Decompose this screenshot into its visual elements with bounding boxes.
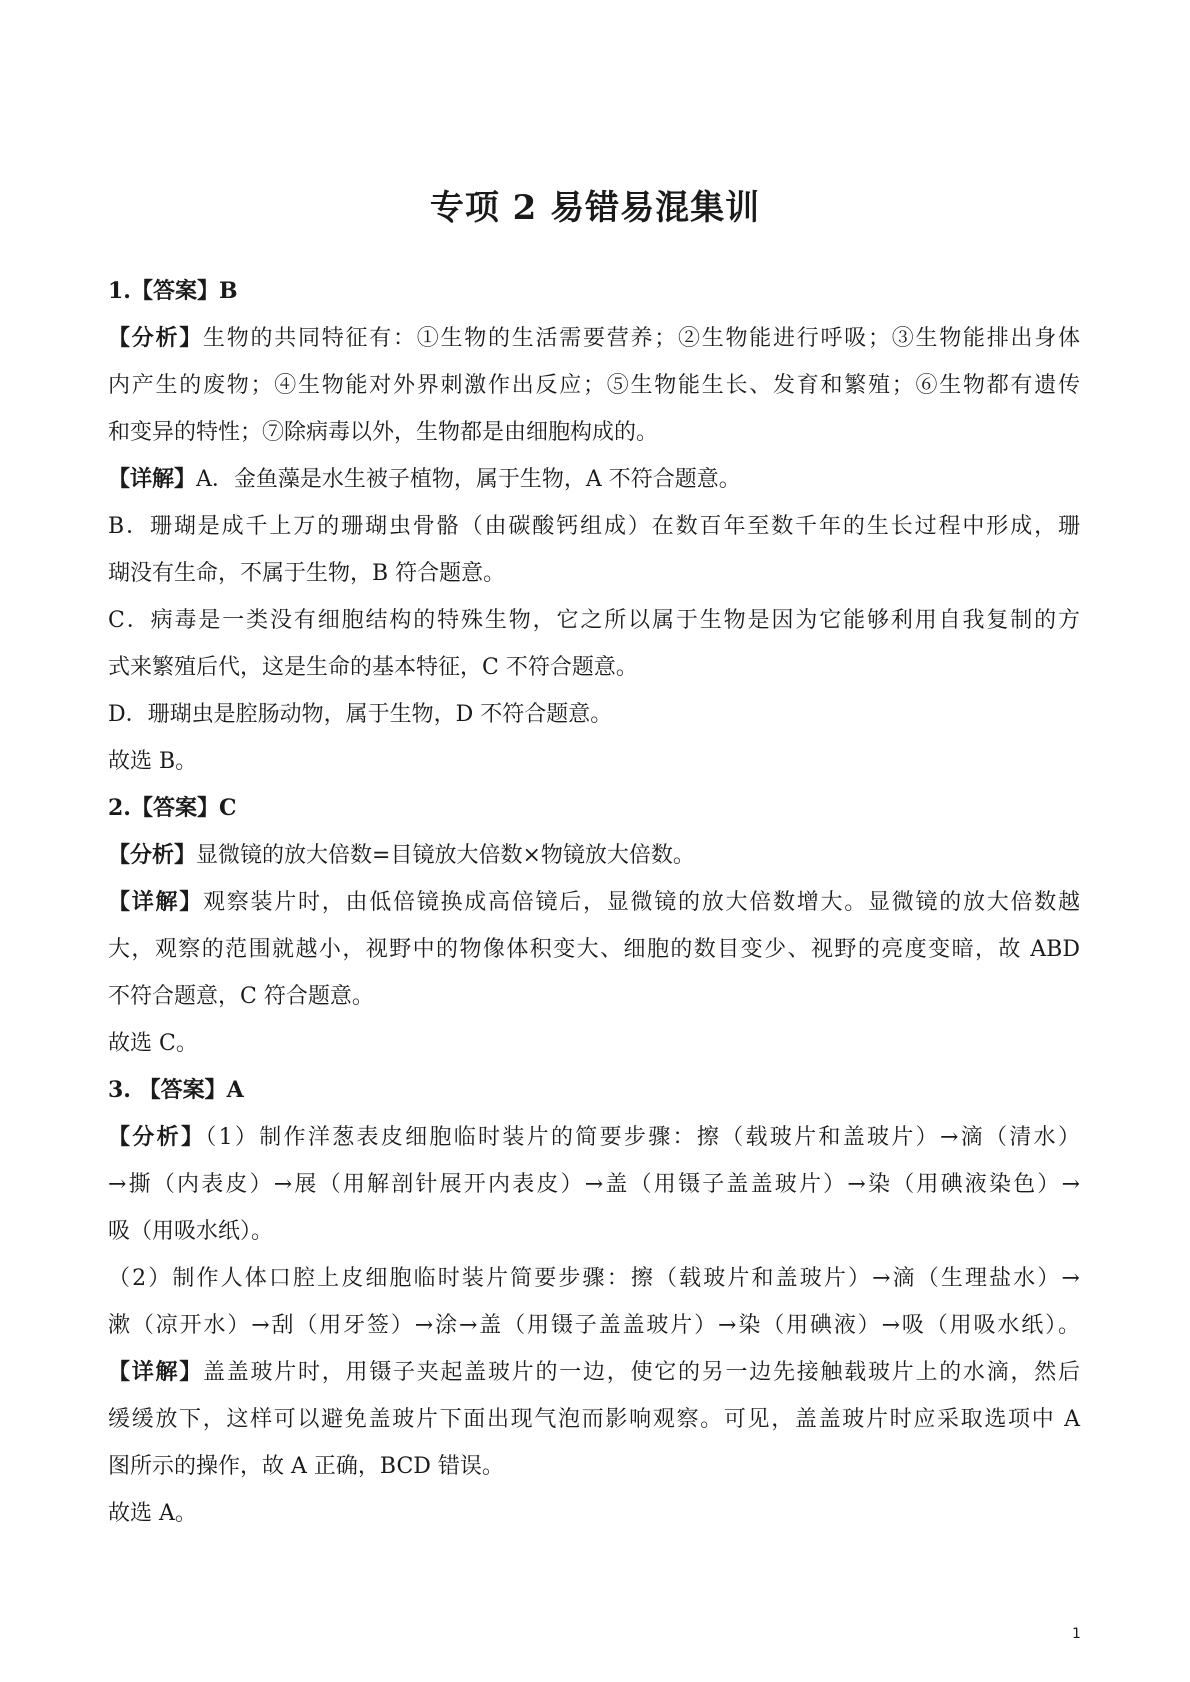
q1-conclusion: 故选 B。 — [108, 749, 198, 774]
q3-analysis-text-1: （1）制作洋葱表皮细胞临时装片的简要步骤：擦（载玻片和盖玻片）→滴（清水） — [205, 1125, 1080, 1150]
page-title: 专项 2 易错易混集训 — [429, 188, 761, 228]
q2-analysis-tag: 【分析】 — [108, 842, 197, 868]
q1-analysis-tag: 【分析】 — [108, 325, 203, 351]
q2-detail-line-1 — [108, 879, 1080, 926]
q1-answer-value: B — [218, 278, 238, 304]
q1-detail-a: A．金鱼藻是水生被子植物，属于生物，A 不符合题意。 — [196, 467, 741, 492]
q1-analysis-text-1: 生物的共同特征有：①生物的生活需要营养；②生物能进行呼吸；③生物能排出身体 — [203, 326, 1080, 351]
q2-answer-line — [108, 785, 1080, 832]
q2-answer-value: C — [218, 795, 237, 821]
q1-detail-tag: 【详解】 — [108, 466, 197, 492]
q1-detail-line-c1: C．病毒是一类没有细胞结构的特殊生物，它之所以属于生物是因为它能够利用自我复制的方 — [108, 608, 1080, 633]
q1-detail-line-a — [108, 456, 1080, 503]
q3-answer-value: A — [226, 1077, 244, 1103]
q3-detail-line-1 — [108, 1349, 1080, 1396]
q1-answer-line — [108, 268, 1080, 315]
q3-conclusion: 故选 A。 — [108, 1501, 197, 1526]
q3-detail-line-3: 图所示的操作，故 A 正确，BCD 错误。 — [108, 1454, 504, 1479]
q3-analysis-line-2: →撕（内表皮）→展（用解剖针展开内表皮）→盖（用镊子盖盖玻片）→染（用碘液染色）→ — [108, 1172, 1080, 1197]
q3-detail-tag: 【详解】 — [108, 1359, 203, 1385]
q3-answer-prefix: 3. 【答案】 — [108, 1077, 227, 1103]
q1-detail-line-c2: 式来繁殖后代，这是生命的基本特征，C 不符合题意。 — [108, 655, 638, 680]
q3-analysis-line-3: 吸（用吸水纸）。 — [108, 1219, 274, 1244]
q1-detail-line-d: D．珊瑚虫是腔肠动物，属于生物，D 不符合题意。 — [108, 702, 613, 727]
q1-analysis-line-3: 和变异的特性；⑦除病毒以外，生物都是由细胞构成的。 — [108, 420, 659, 445]
q3-analysis-line-5: 漱（凉开水）→刮（用牙签）→涂→盖（用镊子盖盖玻片）→染（用碘液）→吸（用吸水纸）。 — [108, 1313, 1080, 1338]
q3-answer-line — [108, 1067, 1080, 1114]
q1-answer-prefix: 1.【答案】 — [108, 278, 219, 304]
q3-analysis-tag: 【分析】 — [108, 1124, 206, 1150]
q2-detail-tag: 【详解】 — [108, 889, 203, 915]
q2-detail-text-1: 观察装片时，由低倍镜换成高倍镜后，显微镜的放大倍数增大。显微镜的放大倍数越 — [203, 890, 1080, 915]
q3-detail-text-1: 盖盖玻片时，用镊子夹起盖玻片的一边，使它的另一边先接触载玻片上的水滴，然后 — [203, 1360, 1080, 1385]
q1-analysis-line-1 — [108, 315, 1080, 362]
q2-analysis-line — [108, 832, 1080, 879]
page-number: 1 — [1072, 1626, 1081, 1642]
q2-answer-prefix: 2.【答案】 — [108, 795, 219, 821]
q1-analysis-line-2: 内产生的废物；④生物能对外界刺激作出反应；⑤生物能生长、发育和繁殖；⑥生物都有遗传 — [108, 373, 1080, 398]
q1-detail-line-b1: B．珊瑚是成千上万的珊瑚虫骨骼（由碳酸钙组成）在数百年至数千年的生长过程中形成，珊 — [108, 514, 1080, 539]
q3-analysis-line-4: （2）制作人体口腔上皮细胞临时装片简要步骤：擦（载玻片和盖玻片）→滴（生理盐水）→ — [108, 1266, 1080, 1291]
q2-conclusion: 故选 C。 — [108, 1031, 198, 1056]
q2-analysis-text: 显微镜的放大倍数=目镜放大倍数×物镜放大倍数。 — [196, 843, 695, 868]
q3-detail-line-2: 缓缓放下，这样可以避免盖玻片下面出现气泡而影响观察。可见，盖盖玻片时应采取选项中 A — [108, 1407, 1080, 1432]
q1-detail-line-b2: 瑚没有生命，不属于生物，B 符合题意。 — [108, 561, 506, 586]
q3-analysis-line-1 — [108, 1114, 1080, 1161]
q2-detail-line-3: 不符合题意，C 符合题意。 — [108, 984, 374, 1009]
answer-content — [108, 268, 1080, 1537]
q2-detail-line-2: 大，观察的范围就越小，视野中的物像体积变大、细胞的数目变少、视野的亮度变暗，故 ABD — [108, 937, 1080, 962]
